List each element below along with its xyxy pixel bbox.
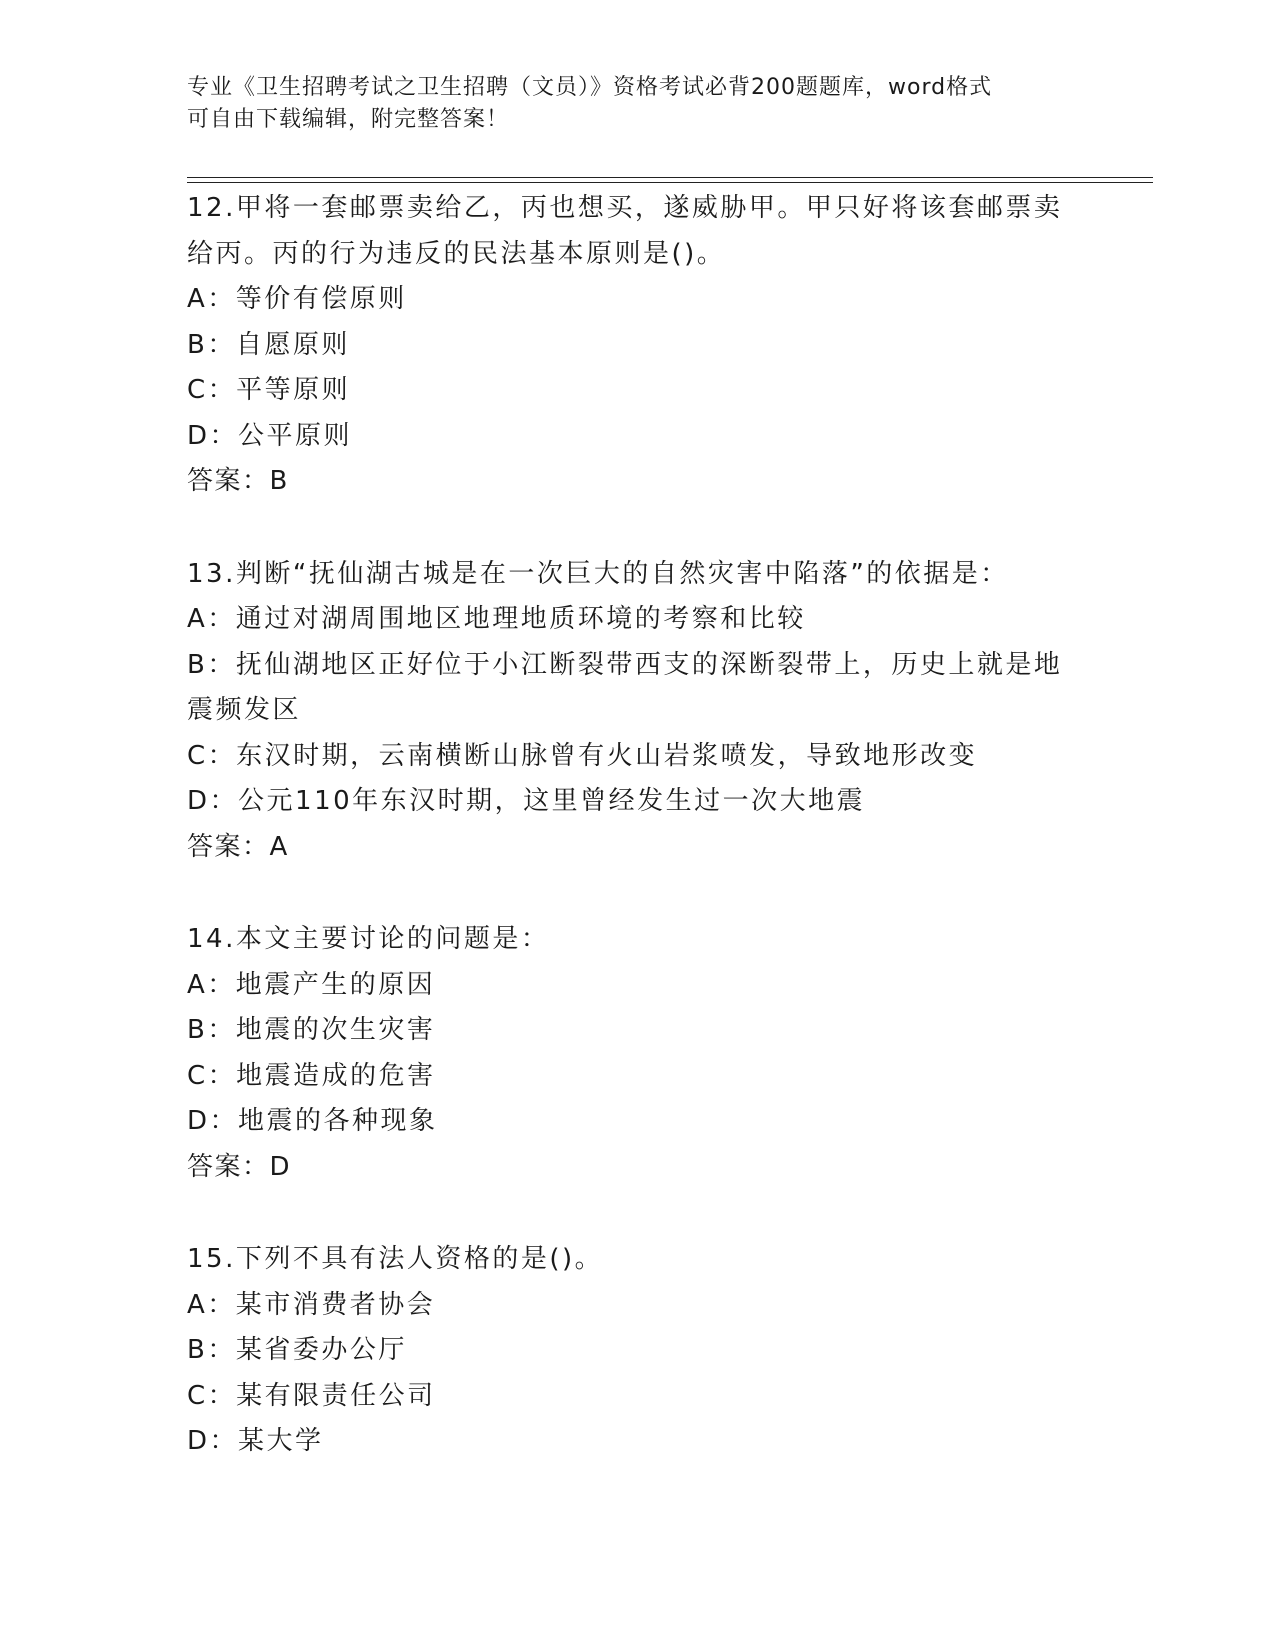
option-b: B：地震的次生灾害	[187, 1015, 436, 1045]
question-14	[187, 917, 1087, 1190]
option-d: D：公平原则	[187, 420, 353, 451]
header-title-line-2: 可自由下载编辑，附完整答案！	[187, 107, 510, 132]
option-a: A：地震产生的原因	[187, 969, 436, 1000]
option-d: D：公元110年东汉时期，这里曾经发生过一次大地震	[187, 786, 866, 816]
option-b: B：某省委办公厅	[187, 1335, 407, 1365]
option-c: C：某有限责任公司	[187, 1380, 436, 1411]
question-list	[187, 186, 1087, 1512]
option-a: A：通过对湖周围地区地理地质环境的考察和比较	[187, 604, 806, 634]
question-stem: 给丙。丙的行为违反的民法基本原则是()。	[187, 238, 726, 269]
question-stem: 13.判断“抚仙湖古城是在一次巨大的自然灾害中陷落”的依据是：	[187, 558, 1009, 589]
option-b-continued: 震频发区	[187, 695, 302, 725]
question-stem: 12.甲将一套邮票卖给乙，丙也想买，遂威胁甲。甲只好将该套邮票卖	[187, 193, 1063, 223]
option-a: A：等价有偿原则	[187, 284, 407, 314]
option-c: C：地震造成的危害	[187, 1060, 436, 1091]
question-15	[187, 1237, 1087, 1465]
document-header	[187, 72, 1067, 136]
question-13	[187, 552, 1087, 871]
question-stem: 15.下列不具有法人资格的是()。	[187, 1244, 604, 1274]
answer-line: 答案：D	[187, 1151, 292, 1182]
answer-line: 答案：A	[187, 831, 289, 862]
option-b: B：自愿原则	[187, 329, 350, 360]
header-divider-top	[187, 177, 1153, 178]
option-b: B：抚仙湖地区正好位于小江断裂带西支的深断裂带上，历史上就是地	[187, 649, 1063, 680]
option-c: C：平等原则	[187, 375, 351, 405]
question-12	[187, 186, 1087, 505]
option-c: C：东汉时期，云南横断山脉曾有火山岩浆喷发，导致地形改变	[187, 740, 978, 771]
option-d: D：某大学	[187, 1426, 324, 1456]
option-a: A：某市消费者协会	[187, 1289, 436, 1320]
answer-line: 答案：B	[187, 466, 289, 496]
header-divider-bottom	[187, 182, 1153, 183]
option-d: D：地震的各种现象	[187, 1106, 438, 1136]
header-title-line-1: 专业《卫生招聘考试之卫生招聘（文员）》资格考试必背200题题库，word格式	[187, 75, 993, 100]
question-stem: 14.本文主要讨论的问题是：	[187, 924, 550, 954]
